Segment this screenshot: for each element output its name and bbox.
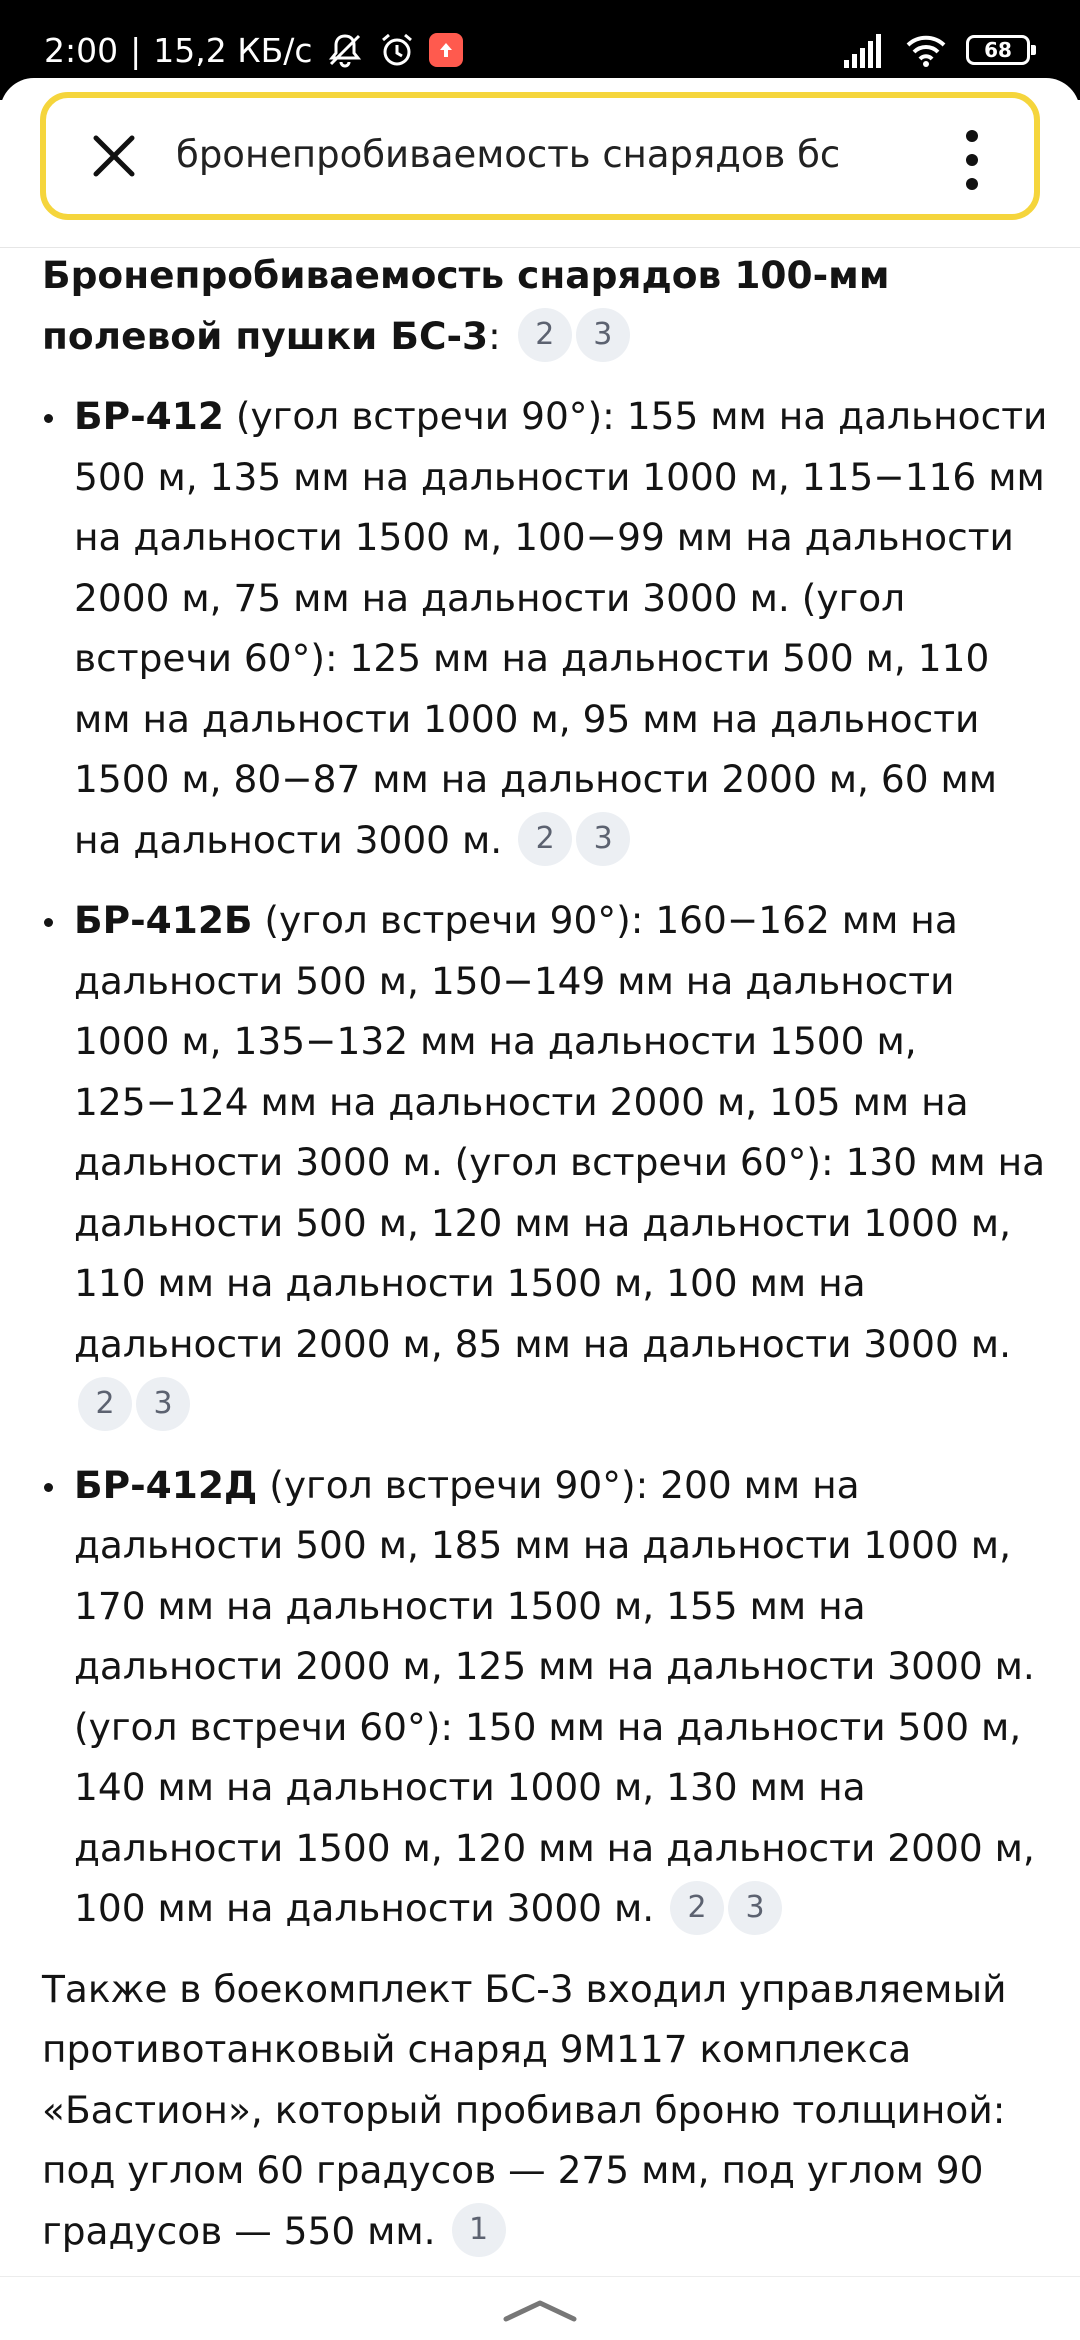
shell-description: (угол встречи 90°): 155 мм на дальности 500 м, 135 мм на дальности 1000 м, 115−116 мм на дальности 1500 м, 100−99 мм на дальности 2000 м, 75 мм на дальности 3000 м. (угол встречи 60°): 125 мм на дальности 500 м, 110 мм на дальности 1000 м, 95 мм на дальности 1500 м, 80−87 мм на дальности 2000 м, 60 мм на дальности 3000 м. xyxy=(74,394,1048,862)
answer-content xyxy=(42,245,1050,2261)
search-header xyxy=(0,78,1080,248)
heading-citations xyxy=(514,314,630,358)
more-options-icon[interactable] xyxy=(960,128,984,192)
shell-description: (угол встречи 90°): 160−162 мм на дальности 500 м, 150−149 мм на дальности 1000 м, 135−132 мм на дальности 1500 м, 125−124 мм на дальности 2000 м, 105 мм на дальности 3000 м. (угол встречи 60°): 130 мм на дальности 500 м, 120 мм на дальности 1000 м, 110 мм на дальности 1500 м, 100 мм на дальности 2000 м, 85 мм на дальности 3000 м. xyxy=(74,898,1046,1366)
shell-description: (угол встречи 90°): 200 мм на дальности 500 м, 185 мм на дальности 1000 м, 170 мм на дальности 1500 м, 155 мм на дальности 2000 м, 125 мм на дальности 3000 м. (угол встречи 60°): 150 мм на дальности 500 м, 140 мм на дальности 1000 м, 130 мм на дальности 1500 м, 120 мм на дальности 2000 м, 100 мм на дальности 3000 м. xyxy=(74,1462,1035,1930)
citation-badge[interactable]: 3 xyxy=(576,812,630,866)
shell-name: БР-412 xyxy=(74,394,224,438)
list-item-br-412d xyxy=(42,1455,1050,1939)
item-citations xyxy=(514,818,630,862)
battery-icon xyxy=(966,35,1030,65)
closing-citations xyxy=(448,2209,506,2253)
wifi-icon xyxy=(904,30,948,70)
alarm-icon xyxy=(377,30,417,70)
citation-badge[interactable]: 3 xyxy=(136,1377,190,1431)
list-item-br-412b xyxy=(42,890,1050,1435)
list-item-br-412 xyxy=(42,386,1050,870)
expand-handle[interactable] xyxy=(0,2276,1080,2340)
closing-text: Также в боекомплект БС-3 входил управляемый противотанковый снаряд 9М117 комплекса «Бастион», который пробивал броню толщиной: под углом 60 градусов — 275 мм, под углом 90 градусов — 550 мм. xyxy=(42,1966,1007,2253)
search-input[interactable]: бронепробиваемость снарядов бс xyxy=(176,120,946,190)
citation-badge[interactable]: 2 xyxy=(518,812,572,866)
closing-paragraph xyxy=(42,1959,1050,2262)
item-citations xyxy=(74,1382,190,1426)
citation-badge[interactable]: 2 xyxy=(78,1377,132,1431)
shell-name: БР-412Б xyxy=(74,898,253,942)
signal-icon xyxy=(842,30,886,70)
mute-icon xyxy=(325,30,365,70)
citation-badge[interactable]: 3 xyxy=(728,1881,782,1935)
shell-list xyxy=(42,386,1050,1939)
citation-badge[interactable]: 3 xyxy=(576,308,630,362)
network-speed: 15,2 КБ/с xyxy=(153,30,313,70)
app-notification-icon xyxy=(429,33,463,67)
search-box[interactable] xyxy=(40,92,1040,220)
citation-badge[interactable]: 1 xyxy=(452,2203,506,2257)
chevron-up-icon[interactable] xyxy=(502,2295,578,2325)
close-icon[interactable] xyxy=(86,128,142,184)
item-citations xyxy=(666,1886,782,1930)
battery-level: 68 xyxy=(984,38,1012,62)
citation-badge[interactable]: 2 xyxy=(518,308,572,362)
status-time: 2:00 xyxy=(44,30,119,70)
shell-name: БР-412Д xyxy=(74,1462,258,1507)
heading-colon: : xyxy=(488,313,501,358)
citation-badge[interactable]: 2 xyxy=(670,1881,724,1935)
status-separator: | xyxy=(130,30,142,70)
heading-text: Бронепробиваемость снарядов 100-мм полевой пушки БС-3 xyxy=(42,253,890,358)
answer-heading xyxy=(42,245,1050,366)
